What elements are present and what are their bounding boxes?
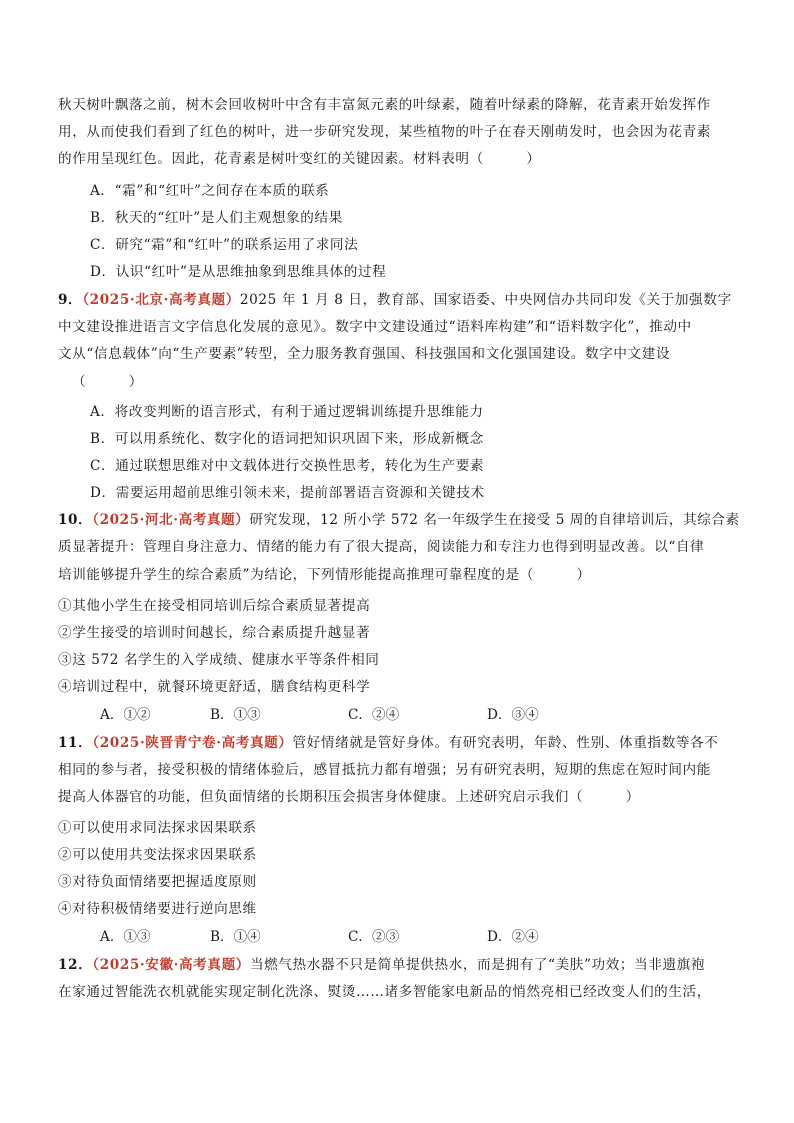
q8-option-c: C．研究“霜”和“红叶”的联系运用了求同法 — [90, 237, 359, 253]
q10-text-line-3: 培训能够提升学生的综合素质”为结论，下列情形能提高推理可靠程度的是（ ） — [58, 567, 591, 583]
q11-statement-2: ②可以使用共变法探求因果联系 — [58, 847, 257, 863]
q11-number: 11． — [58, 735, 93, 751]
q9-option-c: C．通过联想思维对中文载体进行交换性思考，转化为生产要素 — [90, 458, 485, 474]
q10-source-tag: （2025·河北·高考真题） — [92, 512, 250, 528]
q11-answer-a: A．①③ — [100, 929, 151, 945]
q10-statement-1: ①其他小学生在接受相同培训后综合素质显著提高 — [58, 598, 371, 614]
q11-answer-c: C．②③ — [348, 929, 400, 945]
q9-text-line-1: 2025 年 1 月 8 日，教育部、国家语委、中央网信办共同印发《关于加强数字 — [239, 292, 732, 308]
q10-header — [58, 511, 740, 529]
q9-answer-blank: （ ） — [72, 374, 143, 390]
q11-header — [58, 734, 718, 752]
q8-option-a: A．“霜”和“红叶”之间存在本质的联系 — [90, 183, 330, 199]
q11-text-line-1: 管好情绪就是管好身体。有研究表明，年龄、性别、体重指数等各不 — [292, 735, 719, 751]
q9-number: 9． — [58, 292, 83, 308]
q11-statement-1: ①可以使用求同法探求因果联系 — [58, 820, 257, 836]
q8-text-line-2: 用，从而使我们看到了红色的树叶，进一步研究发现，某些植物的叶子在春天刚萌发时，也会因为花青素 — [58, 124, 711, 140]
q9-option-b: B．可以用系统化、数字化的语词把知识巩固下来，形成新概念 — [90, 431, 484, 447]
q12-source-tag: （2025·安徽·高考真题） — [92, 957, 250, 973]
q8-option-d: D．认识“红叶”是从思维抽象到思维具体的过程 — [90, 264, 387, 280]
q10-statement-3: ③这 572 名学生的入学成绩、健康水平等条件相同 — [58, 652, 380, 668]
q9-header — [58, 291, 732, 309]
q11-text-line-2: 相同的参与者，接受积极的情绪体验后，感冒抵抗力都有增强；另有研究表明，短期的焦虑在短时间内能 — [58, 762, 711, 778]
q10-answer-a: A．①② — [100, 707, 151, 723]
q9-text-line-2: 中文建设推进语言文字信息化发展的意见》。数字中文建设通过“语料库构建”和“语料数字化”，推动中 — [58, 319, 692, 335]
q10-statement-2: ②学生接受的培训时间越长，综合素质提升越显著 — [58, 625, 371, 641]
q10-statement-4: ④培训过程中，就餐环境更舒适，膳食结构更科学 — [58, 679, 371, 695]
q11-answer-b: B．①④ — [210, 929, 261, 945]
q12-header — [58, 956, 705, 974]
q9-text-line-3: 文从“信息载体”向“生产要素”转型，全力服务教育强国、科技强国和文化强国建设。数字中文建设 — [58, 346, 671, 362]
q11-statement-3: ③对待负面情绪要把握适度原则 — [58, 874, 257, 890]
q8-text-line-1: 秋天树叶飘落之前，树木会回收树叶中含有丰富氮元素的叶绿素，随着叶绿素的降解，花青素开始发挥作 — [58, 97, 711, 113]
q10-answer-d: D．③④ — [487, 707, 539, 723]
q10-text-line-1: 研究发现，12 所小学 572 名一年级学生在接受 5 周的自律培训后，其综合素 — [249, 512, 740, 528]
q11-text-line-3: 提高人体器官的功能，但负面情绪的长期积压会损害身体健康。上述研究启示我们（ ） — [58, 789, 640, 805]
q8-option-b: B．秋天的“红叶”是人们主观想象的结果 — [90, 210, 343, 226]
q10-number: 10． — [58, 512, 93, 528]
q8-text-line-3: 的作用呈现红色。因此，花青素是树叶变红的关键因素。材料表明（ ） — [58, 151, 541, 167]
q12-text-line-1: 当燃气热水器不只是简单提供热水，而是拥有了“美肤”功效；当非遗旗袍 — [249, 957, 706, 973]
q9-option-d: D．需要运用超前思维引领未来，提前部署语言资源和关键技术 — [90, 485, 485, 501]
q10-text-line-2: 质显著提升：管理自身注意力、情绪的能力有了很大提高，阅读能力和专注力也得到明显改善。以“自律 — [58, 539, 705, 555]
q11-answer-d: D．②④ — [487, 929, 539, 945]
q10-answer-c: C．②④ — [348, 707, 400, 723]
q9-source-tag: （2025·北京·高考真题） — [82, 292, 240, 308]
q12-number: 12． — [58, 957, 93, 973]
q11-statement-4: ④对待积极情绪要进行逆向思维 — [58, 901, 257, 917]
q12-text-line-2: 在家通过智能洗衣机就能实现定制化洗涤、熨烫……诸多智能家电新品的悄然亮相已经改变人们的生活， — [58, 984, 711, 1000]
q11-source-tag: （2025·陕晋青宁卷·高考真题） — [92, 735, 293, 751]
q9-option-a: A．将改变判断的语言形式，有利于通过逻辑训练提升思维能力 — [90, 404, 484, 420]
q10-answer-b: B．①③ — [210, 707, 261, 723]
